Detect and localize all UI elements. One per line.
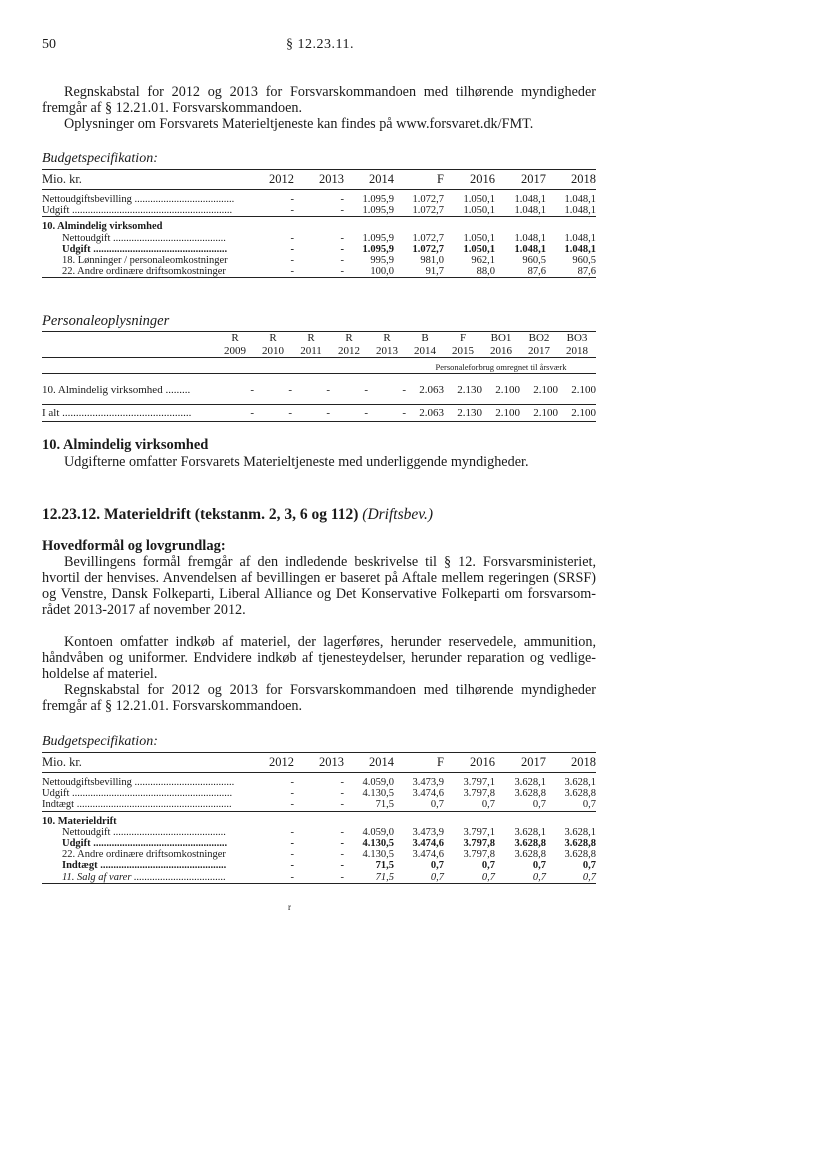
table-header-cell: F — [394, 753, 444, 773]
table-row: Nettoudgift ........................................... - - 1.095,9 1.072,7 1.050,1 1.048,1 1.048,1 — [62, 232, 596, 244]
table-group-title-row: 10. Materieldrift — [42, 815, 117, 827]
table-row: Nettoudgiftsbevilling ...................................... - - 4.059,0 3.473,9 3.797,1 3.628,1 3.628,1 — [42, 777, 596, 788]
table-header-cell: 2016 — [444, 170, 495, 190]
intro-paragraph — [42, 84, 596, 132]
budget-table-2 — [42, 752, 596, 884]
personnel-head-years: 2009 2010 2011 2012 2013 2014 2015 2016 2017 2018 — [42, 345, 596, 358]
table-row: Nettoudgiftsbevilling ...................................... - - 1.095,9 1.072,7 1.050,1 1.048,1 1.048,1 — [42, 194, 596, 205]
intro-line: Regnskabstal for 2012 og 2013 for Forsvarskommandoen med tilhørende myndigheder — [64, 84, 596, 100]
personnel-note-row: Personaleforbrug omregnet til årsværk — [435, 362, 567, 372]
table-header-cell: 2014 — [344, 753, 394, 773]
table-row: 18. Lønninger / personaleomkostninger - - 995,9 981,0 962,1 960,5 960,5 — [62, 255, 596, 267]
table-header-row — [42, 170, 596, 190]
personnel-head-top: R R R R R B F BO1 BO2 BO3 — [42, 332, 596, 345]
personnel-caption: Personaleoplysninger — [42, 313, 170, 329]
table-row: Udgift ................................................... - - 4.130,5 3.474,6 3.797,8 3.628,8 3.628,8 — [62, 838, 596, 850]
scope-paragraph: Kontoen omfatter indkøb af materiel, der lagerføres, herunder reservedele, ammunition, håndvåben og uniformer. Endvidere indkøb af tjenesteydelser, herunder reparation og vedlige- holdelse af materiel. Regnskabstal for 2012 og 2013 for Forsvarskommandoen med tilhørende myndigheder fremgår af § 12.21.01. Forsvarskommandoen. — [42, 634, 596, 714]
page-number: 50 — [42, 37, 56, 52]
table-header-cell: 2016 — [444, 753, 495, 773]
section-reference: § 12.23.11. — [286, 37, 354, 52]
personnel-table — [42, 331, 596, 422]
account-title-main: 12.23.12. Materieldrift (tekstanm. 2, 3, 6 og 112) — [42, 506, 359, 523]
table-row: 10. Almindelig virksomhed ......... - - - - - 2.063 2.130 2.100 2.100 2.100 — [42, 383, 596, 396]
intro-line: fremgår af § 12.21.01. Forsvarskommandoen. — [42, 100, 303, 116]
budget-caption: Budgetspecifikation: — [42, 151, 158, 166]
table-header-cell: Mio. kr. — [42, 753, 244, 773]
budget-caption: Budgetspecifikation: — [42, 734, 158, 749]
table-row: 22. Andre ordinære driftsomkostninger - - 4.130,5 3.474,6 3.797,8 3.628,8 3.628,8 — [62, 849, 596, 861]
purpose-paragraph: Bevillingens formål fremgår af den indledende beskrivelse til § 12. Forsvarsministeriet, hvortil der henvises. Anvendelsen af bevillingen er baseret på Aftale mellem regeringen (SRSF) og Venstre, Dansk Folkeparti, Liberal Alliance og Det Konservative Folkeparti om forsvarsom- rådet 2013-2017 af november 2012. — [42, 554, 596, 618]
account-title — [42, 506, 433, 524]
table-row: I alt ............................................... - - - - - 2.063 2.130 2.100 2.100 2.100 — [42, 404, 596, 422]
table-row: Indtægt ........................................................... - - 71,5 0,7 0,7 0,7 0,7 — [42, 799, 596, 811]
section-text: Udgifterne omfatter Forsvarets Materieltjeneste med underliggende myndigheder. — [64, 454, 529, 470]
table-header-cell: 2017 — [495, 753, 546, 773]
intro-line: Oplysninger om Forsvarets Materieltjeneste kan findes på www.forsvaret.dk/FMT. — [64, 116, 534, 132]
table-header-cell: 2012 — [244, 753, 294, 773]
budget-table-1 — [42, 169, 596, 278]
table-header-cell: 2012 — [244, 170, 294, 190]
table-header-cell: 2018 — [546, 170, 596, 190]
stray-mark: r — [288, 902, 291, 912]
table-row: Udgift ............................................................. - - 1.095,9 1.072,7 1.050,1 1.048,1 1.048,1 — [42, 205, 596, 217]
table-header-cell: 2013 — [294, 753, 344, 773]
table-header-row — [42, 753, 596, 773]
table-row: Udgift ................................................... - - 1.095,9 1.072,7 1.050,1 1.048,1 1.048,1 — [62, 243, 596, 255]
sub-heading: Hovedformål og lovgrundlag: — [42, 538, 226, 554]
table-row: Indtægt ................................................ - - 71,5 0,7 0,7 0,7 0,7 — [62, 860, 596, 872]
table-header-cell: 2018 — [546, 753, 596, 773]
table-header-cell: 2013 — [294, 170, 344, 190]
account-title-type: (Driftsbev.) — [362, 506, 434, 523]
table-header-cell: 2014 — [344, 170, 394, 190]
table-row: Nettoudgift ........................................... - - 4.059,0 3.473,9 3.797,1 3.628,1 3.628,1 — [62, 826, 596, 838]
table-row: 22. Andre ordinære driftsomkostninger - - 100,0 91,7 88,0 87,6 87,6 — [42, 266, 596, 278]
section-heading: 10. Almindelig virksomhed — [42, 437, 209, 453]
table-group-title-row: 10. Almindelig virksomhed — [42, 221, 163, 233]
table-header-cell: 2017 — [495, 170, 546, 190]
table-header-cell: F — [394, 170, 444, 190]
table-header-cell: Mio. kr. — [42, 170, 244, 190]
table-row: 11. Salg af varer ................................... - - 71,5 0,7 0,7 0,7 0,7 — [42, 872, 596, 884]
table-row: Udgift ............................................................. - - 4.130,5 3.474,6 3.797,8 3.628,8 3.628,8 — [42, 788, 596, 800]
